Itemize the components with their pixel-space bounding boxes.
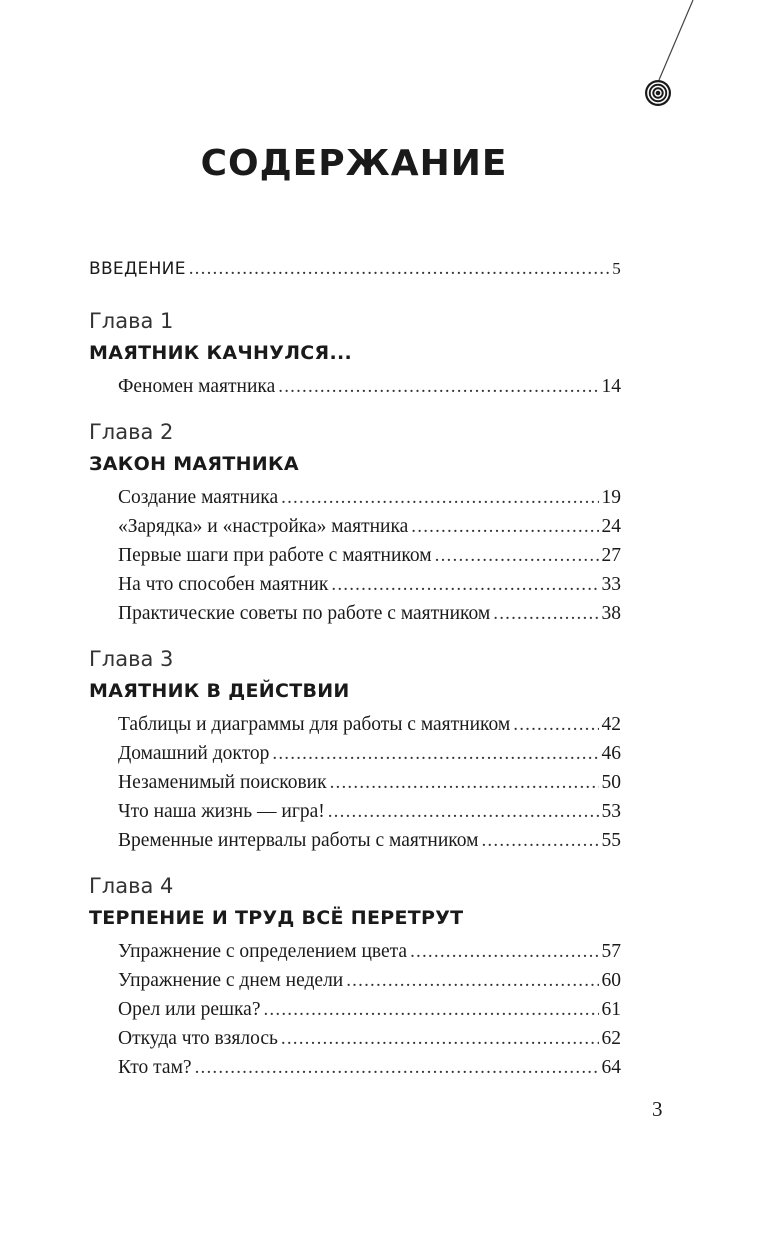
toc-entry-page: 19: [601, 487, 621, 508]
dot-leader: [272, 739, 598, 768]
dot-leader: [346, 966, 598, 995]
dot-leader: [493, 599, 598, 628]
toc-entry[interactable]: [118, 483, 621, 512]
chapter-label: Глава 2: [89, 420, 174, 444]
toc-entry-label: Феномен маятника: [118, 376, 276, 397]
dot-leader: [435, 541, 599, 570]
chapter-section: [89, 306, 621, 401]
dot-leader: [281, 483, 598, 512]
dot-leader: [410, 937, 598, 966]
toc-entry[interactable]: [118, 797, 621, 826]
toc-entry-page: 24: [601, 516, 621, 537]
toc-entry[interactable]: [118, 826, 621, 855]
toc-entry-label: Практические советы по работе с маятником: [118, 603, 491, 624]
dot-leader: [195, 1053, 599, 1082]
toc-entry-label: Временные интервалы работы с маятником: [118, 830, 479, 851]
toc-entry-page: 61: [601, 999, 621, 1020]
toc-entry[interactable]: [118, 512, 621, 541]
pendulum-bob-outer: [645, 80, 671, 106]
toc-entry-label: Кто там?: [118, 1057, 192, 1078]
dot-leader: [481, 826, 598, 855]
toc-entry-page: 62: [601, 1028, 621, 1049]
toc-entry[interactable]: [118, 937, 621, 966]
toc-entry[interactable]: [118, 1024, 621, 1053]
dot-leader: [281, 1024, 599, 1053]
dot-leader: [189, 258, 609, 280]
toc-entry-page: 57: [601, 941, 621, 962]
pendulum-string: [659, 0, 693, 80]
toc-entry[interactable]: [118, 768, 621, 797]
toc-entry-page: 53: [601, 801, 621, 822]
chapter-title: МАЯТНИК КАЧНУЛСЯ...: [89, 342, 352, 364]
toc-entry-label: Упражнение с днем недели: [118, 970, 344, 991]
chapter-section: [89, 871, 621, 1082]
toc-entry[interactable]: [118, 541, 621, 570]
toc-entry-label: Что наша жизнь — игра!: [118, 801, 325, 822]
chapter-title: ТЕРПЕНИЕ И ТРУД ВСЁ ПЕРЕТРУТ: [89, 907, 464, 929]
dot-leader: [513, 710, 598, 739]
toc-entry-label: Откуда что взялось: [118, 1028, 278, 1049]
toc-intro-page: 5: [612, 259, 621, 278]
chapter-section: [89, 417, 621, 628]
toc-entry[interactable]: [118, 372, 621, 401]
chapter-label: Глава 4: [89, 874, 174, 898]
chapter-label: Глава 1: [89, 309, 174, 333]
chapter-section: [89, 644, 621, 855]
page-number: 3: [652, 1097, 663, 1121]
dot-leader: [328, 797, 599, 826]
table-of-contents: [89, 258, 621, 1082]
toc-entry-label: Первые шаги при работе с маятником: [118, 545, 432, 566]
toc-entry[interactable]: [118, 966, 621, 995]
toc-entry-page: 50: [601, 772, 621, 793]
toc-entry[interactable]: [118, 710, 621, 739]
toc-intro[interactable]: [89, 258, 621, 290]
toc-entry-page: 55: [601, 830, 621, 851]
toc-entry-label: Упражнение с определением цвета: [118, 941, 408, 962]
chapter-title: МАЯТНИК В ДЕЙСТВИИ: [89, 680, 350, 702]
dot-leader: [331, 570, 598, 599]
toc-entry-page: 38: [601, 603, 621, 624]
toc-entry-page: 27: [601, 545, 621, 566]
chapter-title: ЗАКОН МАЯТНИКА: [89, 453, 299, 475]
dot-leader: [330, 768, 599, 797]
toc-entry-page: 14: [601, 376, 621, 397]
toc-entry[interactable]: [118, 995, 621, 1024]
chapter-list: [89, 306, 621, 1082]
toc-entry[interactable]: [118, 570, 621, 599]
toc-entry-label: Орел или решка?: [118, 999, 261, 1020]
toc-entry[interactable]: [118, 739, 621, 768]
pendulum-icon: [0, 0, 768, 120]
toc-entry-page: 46: [601, 743, 621, 764]
toc-entry[interactable]: [118, 1053, 621, 1082]
toc-entry-page: 64: [601, 1057, 621, 1078]
toc-intro-label: ВВЕДЕНИЕ: [89, 259, 186, 279]
dot-leader: [411, 512, 598, 541]
dot-leader: [263, 995, 598, 1024]
toc-entry-label: «Зарядка» и «настройка» маятника: [118, 516, 409, 537]
toc-entry-label: Создание маятника: [118, 487, 279, 508]
page-title: СОДЕРЖАНИЕ: [200, 143, 508, 184]
toc-entry-label: На что способен маятник: [118, 574, 329, 595]
chapter-label: Глава 3: [89, 647, 174, 671]
toc-entry-label: Домашний доктор: [118, 743, 270, 764]
toc-entry-label: Незаменимый поисковик: [118, 772, 327, 793]
dot-leader: [278, 372, 598, 401]
toc-entry[interactable]: [118, 599, 621, 628]
toc-entry-page: 42: [601, 714, 621, 735]
toc-entry-page: 60: [601, 970, 621, 991]
toc-entry-label: Таблицы и диаграммы для работы с маятником: [118, 714, 511, 735]
toc-entry-page: 33: [601, 574, 621, 595]
